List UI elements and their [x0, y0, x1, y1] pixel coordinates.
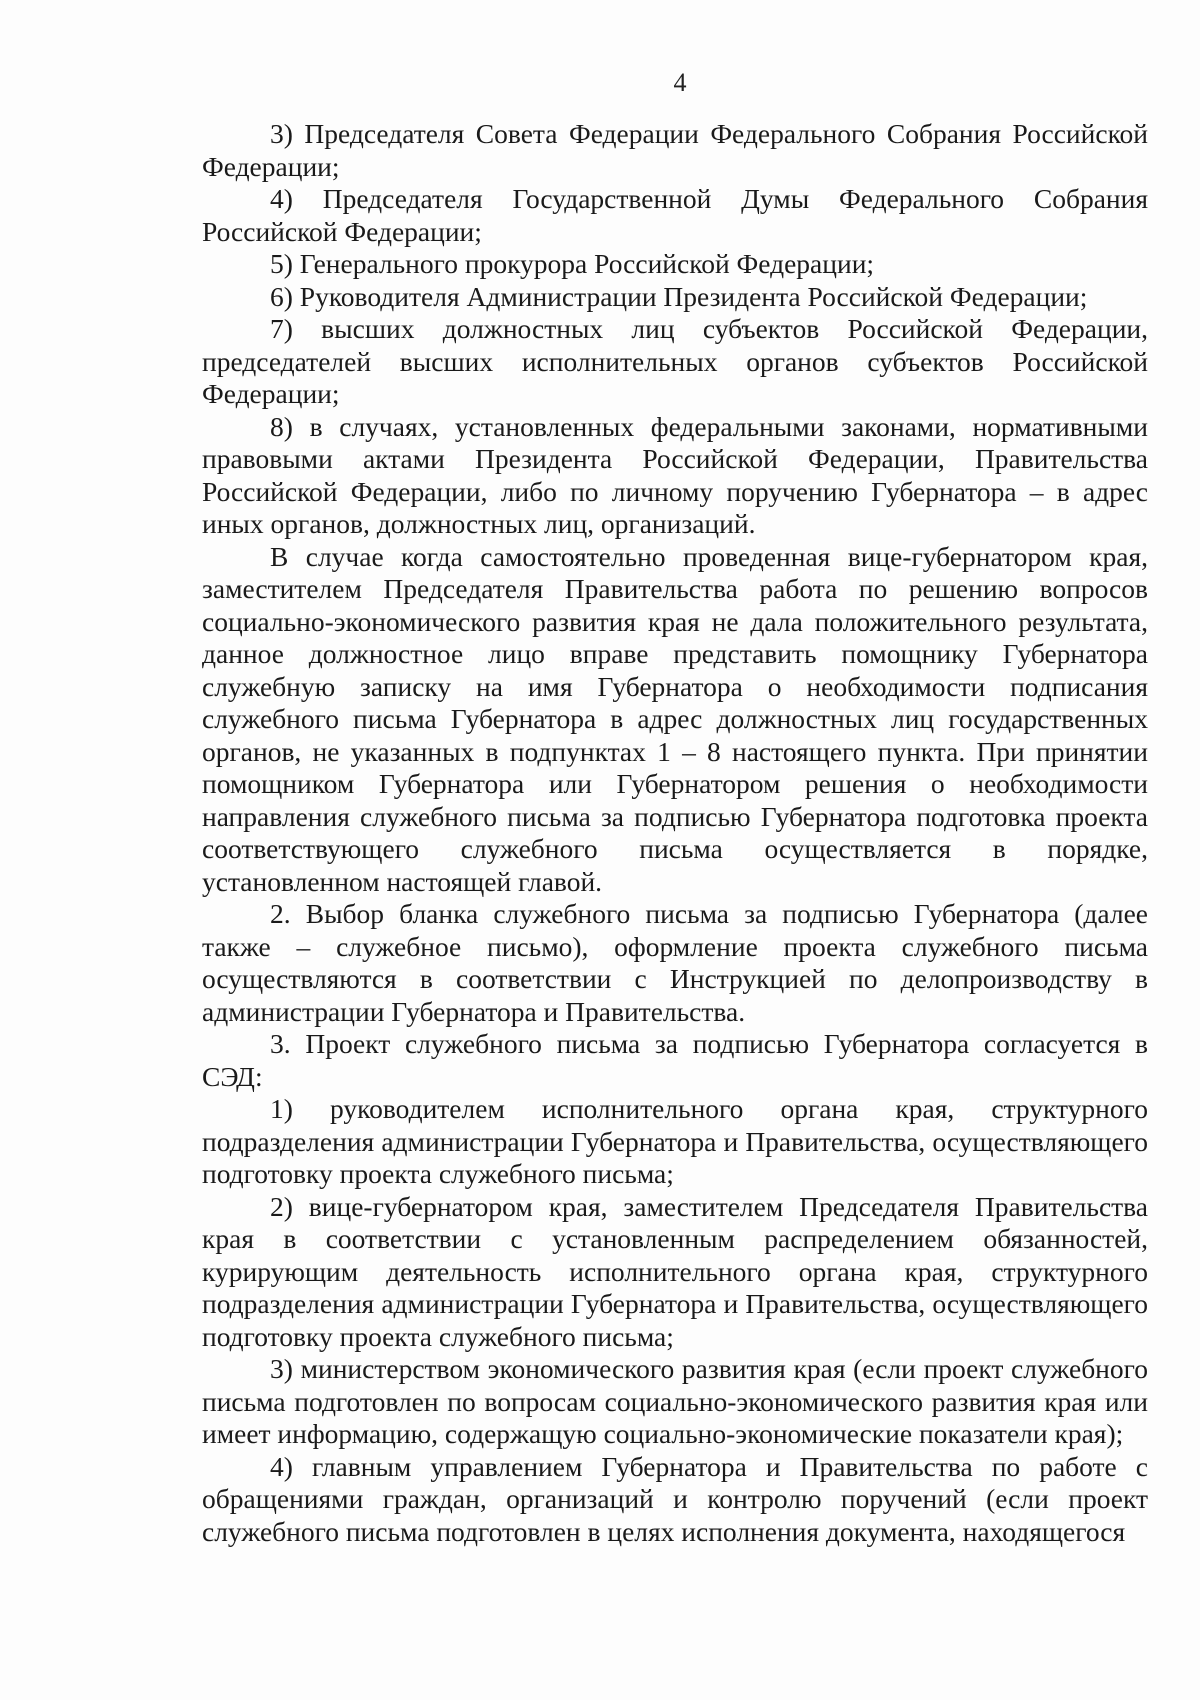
paragraph-subitem-3: 3) министерством экономического развития края (если проект служебного письма подготовлен по вопросам социально-экономического развития края или имеет информацию, содержащую социально-экономические показатели края);	[202, 1353, 1148, 1449]
paragraph-special-case: В случае когда самостоятельно проведенная вице-губернатором края, заместителем Председателя Правительства работа по решению вопросов социально-экономического развития края не дала положительного результата, данное должностное лицо вправе представить помощнику Губернатора служебную записку на имя Губернатора о необходимости подписания служебного письма Губернатора в адрес должностных лиц государственных органов, не указанных в подпунктах 1 – 8 настоящего пункта. При принятии помощником Губернатора или Губернатором решения о необходимости направления служебного письма за подписью Губернатора подготовка проекта соответствующего служебного письма осуществляется в порядке, установленном настоящей главой.	[202, 540, 1148, 897]
document-body	[202, 118, 1148, 1548]
page-number: 4	[673, 68, 687, 97]
paragraph-item-3: 3) Председателя Совета Федерации Федерального Собрания Российской Федерации;	[202, 118, 1148, 182]
paragraph-item-5: 5) Генерального прокурора Российской Федерации;	[270, 248, 875, 279]
paragraph-item-7: 7) высших должностных лиц субъектов Российской Федерации, председателей высших исполнительных органов субъектов Российской Федерации;	[202, 313, 1148, 409]
paragraph-item-8: 8) в случаях, установленных федеральными законами, нормативными правовыми актами Президента Российской Федерации, Правительства Российской Федерации, либо по личному поручению Губернатора – в адрес иных органов, должностных лиц, организаций.	[202, 410, 1148, 539]
paragraph-subitem-2: 2) вице-губернатором края, заместителем Председателя Правительства края в соответствии с установленным распределением обязанностей, курирующим деятельность исполнительного органа края, структурного подразделения администрации Губернатора и Правительства, осуществляющего подготовку проекта служебного письма;	[202, 1190, 1148, 1352]
paragraph-section-3: 3. Проект служебного письма за подписью Губернатора согласуется в СЭД:	[202, 1028, 1148, 1092]
paragraph-subitem-4: 4) главным управлением Губернатора и Правительства по работе с обращениями граждан, организаций и контролю поручений (если проект служебного письма подготовлен в целях исполнения документа, находящегося	[202, 1450, 1148, 1547]
paragraph-section-2: 2. Выбор бланка служебного письма за подписью Губернатора (далее также – служебное письмо), оформление проекта служебного письма осуществляются в соответствии с Инструкцией по делопроизводству в администрации Губернатора и Правительства.	[202, 898, 1148, 1027]
paragraph-subitem-1: 1) руководителем исполнительного органа края, структурного подразделения администрации Губернатора и Правительства, осуществляющего подготовку проекта служебного письма;	[202, 1093, 1148, 1189]
paragraph-item-4: 4) Председателя Государственной Думы Федерального Собрания Российской Федерации;	[202, 183, 1148, 247]
paragraph-item-6: 6) Руководителя Администрации Президента Российской Федерации;	[270, 280, 1088, 312]
